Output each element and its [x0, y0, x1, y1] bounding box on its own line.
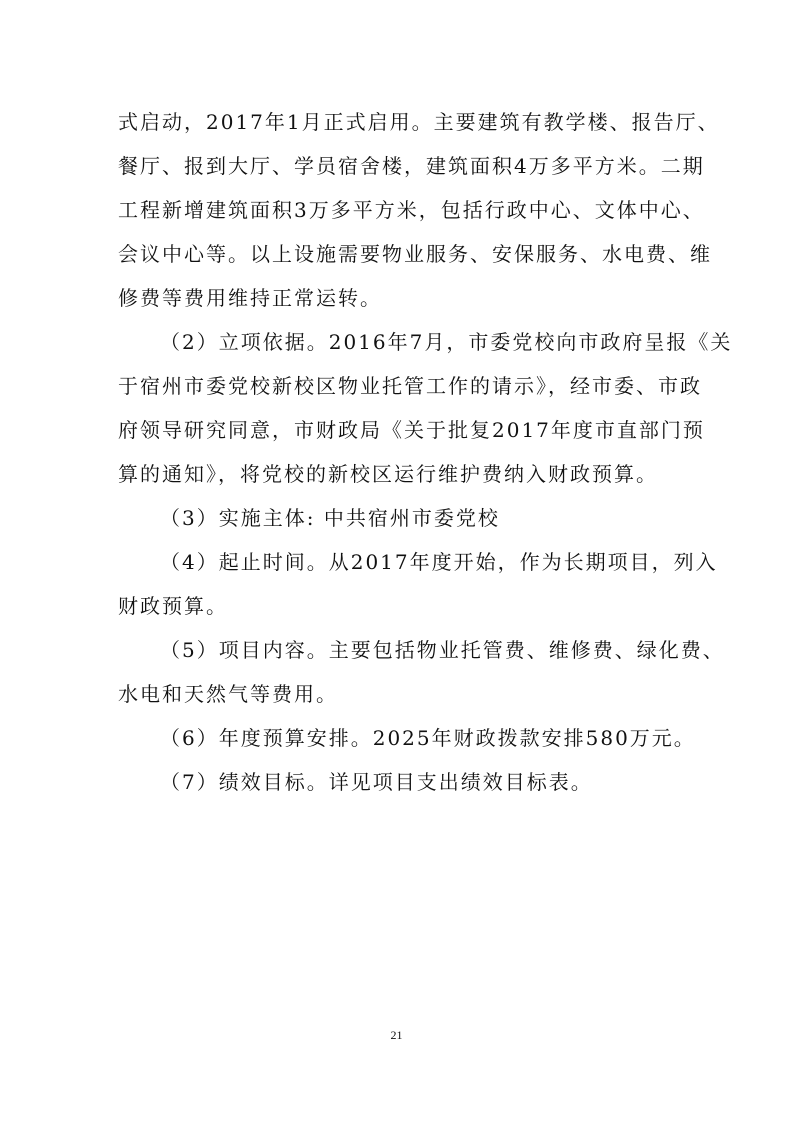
paragraph-goal-line: （7）绩效目标。详见项目支出绩效目标表。: [160, 770, 593, 794]
paragraph-basis-line: （2）立项依据。2016年7月，市委党校向市政府呈报《关: [160, 330, 733, 354]
body-text-line: 工程新增建筑面积3万多平方米，包括行政中心、文体中心、: [118, 198, 705, 222]
paragraph-content-line: 水电和天然气等费用。: [118, 682, 338, 706]
paragraph-budget-line: （6）年度预算安排。2025年财政拨款安排580万元。: [160, 726, 696, 750]
body-text-line: 会议中心等。以上设施需要物业服务、安保服务、水电费、维: [118, 242, 712, 266]
paragraph-basis-line: 于宿州市委党校新校区物业托管工作的请示》，经市委、市政: [118, 374, 702, 398]
paragraph-content-line: （5）项目内容。主要包括物业托管费、维修费、绿化费、: [160, 638, 725, 662]
body-text-line: 修费等费用维持正常运转。: [118, 286, 382, 310]
body-text-line: 式启动，2017年1月正式启用。主要建筑有教学楼、报告厅、: [118, 110, 720, 134]
page-number: 21: [390, 1028, 403, 1042]
paragraph-period-line: （4）起止时间。从2017年度开始，作为长期项目，列入: [160, 550, 718, 574]
body-text-line: 餐厅、报到大厅、学员宿舍楼，建筑面积4万多平方米。二期: [118, 154, 705, 178]
paragraph-period-line: 财政预算。: [118, 594, 228, 618]
paragraph-basis-line: 算的通知》，将党校的新校区运行维护费纳入财政预算。: [118, 462, 658, 486]
paragraph-subject-line: （3）实施主体: 中共宿州市委党校: [160, 506, 500, 530]
paragraph-basis-line: 府领导研究同意，市财政局《关于批复2017年度市直部门预: [118, 418, 705, 442]
